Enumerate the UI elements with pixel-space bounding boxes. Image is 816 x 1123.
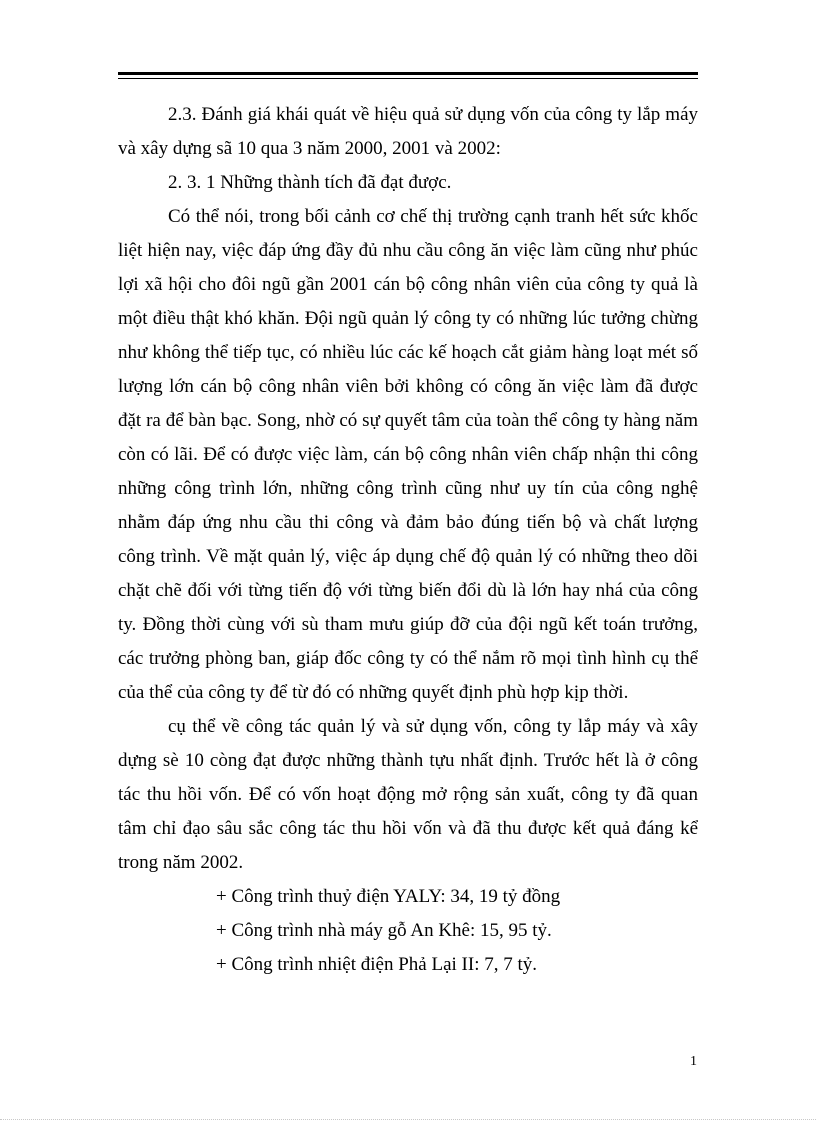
header-rule-thick [118, 72, 698, 75]
list-item: + Công trình nhiệt điện Phả Lại II: 7, 7 tỷ. [216, 954, 538, 975]
subsection-heading: 2. 3. 1 Những thành tích đã đạt được. [168, 172, 452, 193]
header-rule-thin [118, 78, 698, 79]
section-heading: 2.3. Đánh giá khái quát về hiệu quả sử dụng vốn của công ty lắp máy và xây dựng sã 10 qua 3 năm 2000, 2001 và 2002: [118, 104, 698, 159]
list-item: + Công trình thuỷ điện YALY: 34, 19 tỷ đồng [216, 886, 561, 907]
body-paragraph: cụ thể về công tác quản lý và sử dụng vốn, công ty lắp máy và xây dựng sè 10 còng đạt được những thành tựu nhất định. Trước hết là ở công tác thu hồi vốn. Để có vốn hoạt động mở rộng sản xuất, công ty đã quan tâm chỉ đạo sâu sắc công tác thu hồi vốn và đã thu được kết quả đáng kể trong năm 2002. [118, 716, 698, 873]
document-body [118, 98, 698, 982]
body-paragraph: Có thể nói, trong bối cảnh cơ chế thị trường cạnh tranh hết sức khốc liệt hiện nay, việc đáp ứng đầy đủ nhu cầu công ăn việc làm cũng như phúc lợi xã hội cho đôi ngũ gần 2001 cán bộ công nhân viên của công ty quả là một điều thật khó khăn. Đội ngũ quản lý công ty có những lúc tưởng chừng như không thể tiếp tục, có nhiều lúc các kế hoạch cắt giảm hàng loạt mét số lượng lớn cán bộ công nhân viên bởi không có công ăn việc làm đã được đặt ra để bàn bạc. Song, nhờ có sự quyết tâm của toàn thể công ty hàng năm còn có lãi. Để có được việc làm, cán bộ công nhân viên chấp nhận thi công những công trình lớn, những công trình cũng như uy tín của công nghệ nhằm đáp ứng nhu cầu thi công và đảm bảo đúng tiến bộ và chất lượng công trình. Về mặt quản lý, việc áp dụng chế độ quản lý có những theo dõi chặt chẽ đối với từng tiến độ với từng biến đổi dù là lớn hay nhá của công ty. Đồng thời cùng với sù tham mưu giúp đỡ của đội ngũ kết toán trưởng, các trưởng phòng ban, giáp đốc công ty có thể nắm rõ mọi tình hình cụ thể của thể của công ty để từ đó có những quyết định phù hợp kịp thời. [118, 206, 698, 703]
page-bottom-border [0, 1119, 816, 1120]
page-number: 1 [690, 1054, 697, 1069]
list-item: + Công trình nhà máy gỗ An Khê: 15, 95 tỷ. [216, 920, 552, 941]
